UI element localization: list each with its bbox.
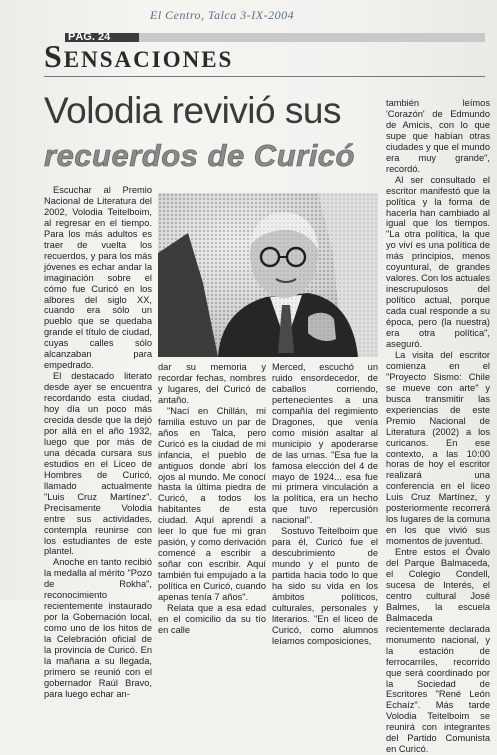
paragraph: dar su memoria y recordar fechas, nombres y lugares, del Curicó de antaño.	[158, 362, 266, 405]
paragraph: Entre estos el Óvalo del Parque Balmaceda, el Colegio Condell, sucesa de Interés, el centro cultural José Balmes, la escuela Balmaceda recientemente declarada monumento nacional, y la estación de ferrocarriles, recorrido que será coordinado por la Sociedad de Escritores "René León Echaíz". Más tarde Volodia Teitelboim se reunirá con integrantes del Partido Comunista en Curicó.	[386, 547, 490, 755]
section-title-initial: S	[44, 38, 64, 74]
article-column-3	[272, 362, 378, 647]
article-column-4	[386, 98, 490, 755]
paragraph: Escuchar al Premio Nacional de Literatura del 2002, Volodia Teitelboim, al regresar en el tiempo. Para los más adultos es traer de vuelta los recuerdos, y para los más jóvenes es echar andar la imaginación sobre el cómo fue Curicó en los albores del siglo XX, cuando era sólo un pueblo que se quedaba grande el título de ciudad, cuyas calles sólo alcanzaban para empedrado.	[44, 185, 152, 371]
portrait-photo	[158, 193, 378, 357]
paragraph: Al ser consultado el escritor manifestó que la política y la forma de hacerla han cambiado al igual que los tiempos. "La otra política, la que yo viví es una política de más principios, menos coyuntural, de grandes valores. Con los actuales inescrupulosos del político actual, porque cada cual responde a su época, pero (la nuestra) era otra política", aseguró.	[386, 174, 490, 349]
section-rule	[44, 76, 485, 77]
paragraph: Sostuvo Teitelboim que para él, Curicó fue el descubrimiento de mundo y el punto de partida hacia todo lo que ha sido su vida en los ámbitos políticos, culturales, personales y literarios. "En el liceo de Curicó, como alumnos leíamos composiciones,	[272, 526, 378, 646]
article-column-1	[44, 185, 152, 700]
page-number: PÁG. 24	[68, 31, 111, 43]
paragraph: también leímos 'Corazón' de Edmundo de Amicis, con lo que supe que habían otras ciudades y que el mundo era muy grande", recordó.	[386, 98, 490, 174]
headline-line-2: recuerdos de Curicó	[44, 138, 355, 173]
paragraph: "Nací en Chillán, mi familia estuvo un par de años en Talca, pero Curicó es la ciudad de mi infancia, el pueblo de antiguos donde abrí los ojos al mundo. Me conocí hasta la última piedra de Curicó, a todos los habitantes de esta ciudad. Aquí aprendí a leer lo que fue mi gran pasión, y como derivación comencé a escribir a soñar con escribir. Aquí también fui empujado a la política en Curicó, cuando apenas tenía 7 años".	[158, 405, 266, 603]
paragraph: Relata que a esa edad en el comicilio da su tío en calle	[158, 602, 266, 635]
section-title	[44, 38, 233, 75]
handwritten-annotation: El Centro, Talca 3-IX-2004	[150, 8, 295, 22]
article-column-2	[158, 362, 266, 636]
headline-line-1: Volodia revivió sus	[44, 90, 341, 131]
paragraph: La visita del escritor comienza en el "Proyecto Sismo: Chile se mueve con arte" y busca transmitir las experiencias de este Premio Nacional de Literatura (2002) a los curicanos. En ese contexto, a las 10:00 horas de hoy el escritor realizará una conferencia en el liceo Luis Cruz Martínez, y posteriormente recorrerá los lugares de la comuna en los que vivió sus momentos de juventud.	[386, 349, 490, 547]
paragraph: Merced, escuchó un ruido ensordecedor, de caballos corriendo, pertenecientes a una compañía del regimiento Dragones, que venía como misión asaltar al municipio y apoderarse de las urnas. "Esa fue la famosa elección del 4 de mayo de 1924... esa fue mi primera vinculación a la política, era un hecho que tuvo repercusión nacional".	[272, 362, 378, 526]
paragraph: Anoche en tanto recibió la medalla al mérito "Pozo de Rokha", reconocimiento recientemente instaurado por la Gobernación local, como uno de los hitos de la Celebración oficial de la provincia de Curicó. En la mañana a su llegada, primero se reunió con el gobernador Raúl Bravo, para luego echar an-	[44, 557, 152, 699]
section-title-rest: ENSACIONES	[63, 47, 234, 72]
paragraph: El destacado literato desde ayer se encuentra recordando esta ciudad, hoy día un poco más crecida desde que la dejó por allá en el año 1932, luego que por más de una década cursara sus estudios en el Liceo de Hombres de Curicó, llamado actualmente "Luis Cruz Martínez". Precisamente Volodia entre sus actividades, contempla reunirse con los estudiantes de este plantel.	[44, 371, 152, 557]
